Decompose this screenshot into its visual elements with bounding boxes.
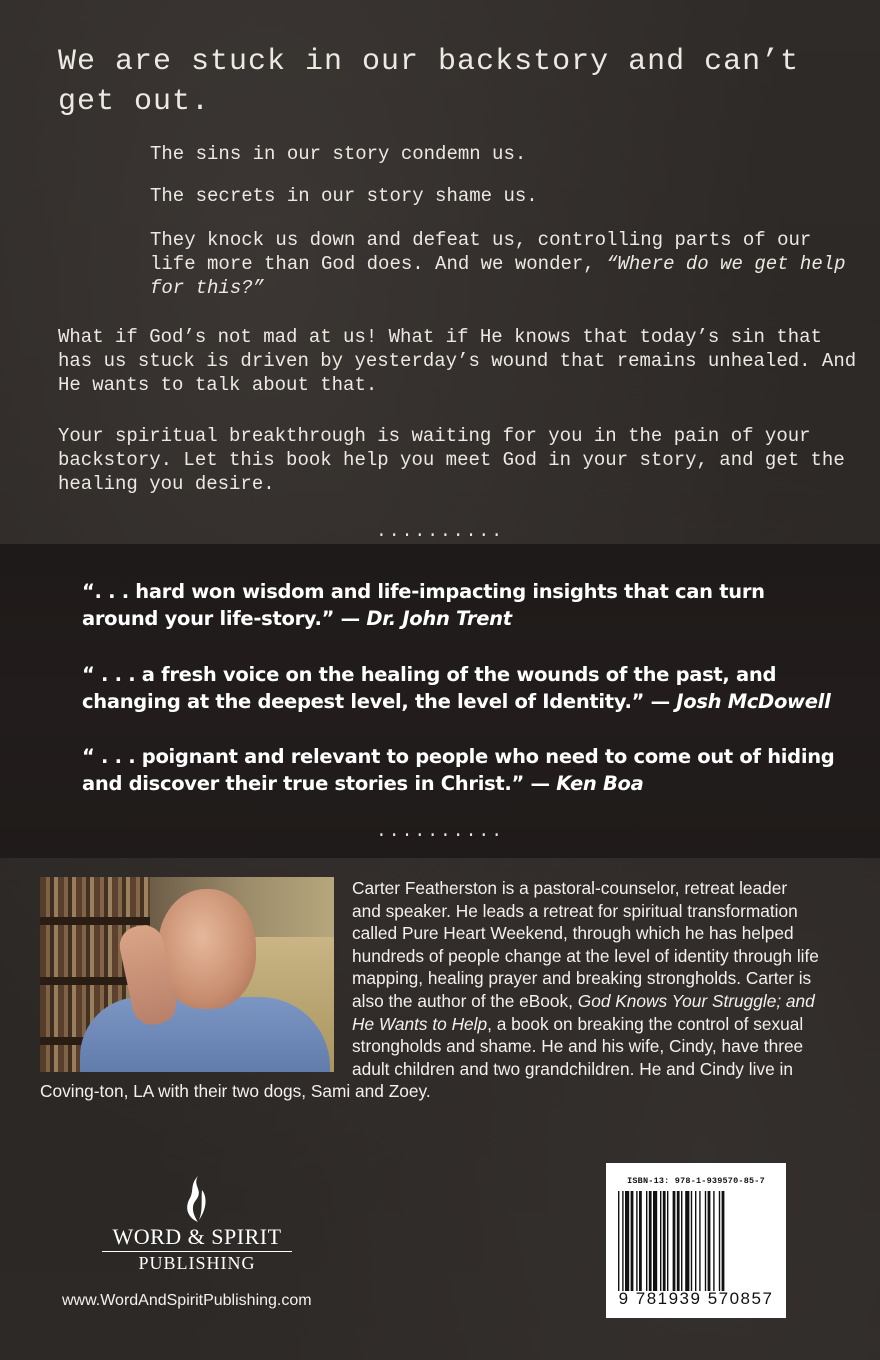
flame-icon bbox=[184, 1176, 210, 1224]
publisher-name: WORD & SPIRIT bbox=[112, 1224, 282, 1249]
endorsement-author: Dr. John Trent bbox=[366, 607, 512, 630]
body-paragraph-god: What if God’s not mad at us! What if He knows that today’s sin that has us stuck is driven by yesterday’s wound that remains unhealed. And He wants to talk about that. bbox=[58, 326, 857, 396]
barcode-stripe bbox=[708, 1191, 711, 1291]
barcode-stripe bbox=[719, 1191, 720, 1291]
barcode-stripe bbox=[695, 1191, 696, 1291]
divider-top: .......... bbox=[375, 522, 505, 542]
barcode-stripe bbox=[691, 1191, 692, 1291]
bio-text-2: , a book on breaking the control of sexual strongholds and shame. He and his wife, Cindy, have three adult children and two grandchildren. He and Cindy live in Coving-ton, LA with their two dogs, Sami and Zoey. bbox=[40, 1013, 804, 1102]
divider-bottom: .......... bbox=[375, 822, 505, 842]
endorsement-author: Josh McDowell bbox=[676, 690, 831, 713]
bio-photo-spacer bbox=[40, 877, 352, 1077]
barcode-stripe bbox=[636, 1191, 637, 1291]
barcode-stripe bbox=[625, 1191, 629, 1291]
barcode-stripe bbox=[722, 1191, 725, 1291]
bio-text-1: Carter Featherston is a pastoral-counselor, retreat leader and speaker. He leads a retreat for spiritual transformation called Pure Heart Weekend, through which he has helped hundreds of people change at the level of identity through life mapping, healing prayer and breaking strongholds. Carter is also the author of the eBook, bbox=[352, 878, 819, 1011]
barcode-number: 9 781939 570857 bbox=[618, 1289, 774, 1308]
publisher-sub: PUBLISHING bbox=[138, 1253, 256, 1273]
barcode-stripe bbox=[639, 1191, 642, 1291]
endorsement-author: Ken Boa bbox=[556, 772, 644, 795]
intro-block bbox=[150, 142, 860, 166]
isbn-label: ISBN-13: 978-1-939570-85-7 bbox=[627, 1176, 765, 1186]
barcode-stripe bbox=[699, 1191, 700, 1291]
barcode-stripe bbox=[618, 1191, 619, 1291]
intro-secrets: The secrets in our story shame us. bbox=[150, 185, 538, 207]
intro-question: “Where do we get help for this?” bbox=[150, 253, 846, 299]
endorsement-boa bbox=[82, 743, 842, 797]
author-bio bbox=[40, 877, 820, 1103]
barcode-stripe bbox=[622, 1191, 623, 1291]
intro-block-3 bbox=[150, 228, 860, 300]
barcode-stripe bbox=[663, 1191, 666, 1291]
endorsement-text: “ . . . poignant and relevant to people who need to come out of hiding and discover their true stories in Christ.” — bbox=[82, 745, 835, 795]
barcode-icon bbox=[618, 1191, 778, 1291]
publisher-rule bbox=[102, 1251, 292, 1252]
publisher-logo bbox=[102, 1176, 292, 1276]
barcode-stripe bbox=[713, 1191, 714, 1291]
intro-block-2 bbox=[150, 184, 860, 208]
endorsement-mcdowell bbox=[82, 661, 842, 715]
body-paragraph-breakthrough: Your spiritual breakthrough is waiting for you in the pain of your backstory. Let this book help you meet God in your story, and get the healing you desire. bbox=[58, 425, 845, 495]
barcode-stripe bbox=[653, 1191, 657, 1291]
barcode-stripe bbox=[649, 1191, 652, 1291]
endorsement-trent bbox=[82, 578, 842, 632]
barcode-stripe bbox=[667, 1191, 668, 1291]
endorsement-text: “. . . hard won wisdom and life-impacting insights that can turn around your life-story.” — bbox=[82, 580, 765, 630]
headline: We are stuck in our backstory and can’t get out. bbox=[58, 45, 800, 119]
bio-book-title: God Knows Your Struggle bbox=[577, 990, 777, 1011]
publisher-url: www.WordAndSpiritPublishing.com bbox=[62, 1292, 312, 1309]
intro-defeat-text: They knock us down and defeat us, controlling parts of our life more than God does. And we wonder, bbox=[150, 229, 812, 275]
barcode-stripe bbox=[681, 1191, 682, 1291]
endorsement-text: “ . . . a fresh voice on the healing of the wounds of the past, and changing at the deepest level, the level of Identity.” — bbox=[82, 663, 777, 713]
intro-sins: The sins in our story condemn us. bbox=[150, 143, 527, 165]
barcode-stripe bbox=[646, 1191, 647, 1291]
barcode-stripe bbox=[660, 1191, 661, 1291]
intro-defeat bbox=[150, 228, 860, 300]
barcode-stripe bbox=[685, 1191, 689, 1291]
isbn-barcode bbox=[606, 1163, 786, 1318]
bio-book-subtitle: ; and He Wants to Help bbox=[352, 990, 815, 1034]
barcode-stripe bbox=[631, 1191, 634, 1291]
barcode-stripe bbox=[673, 1191, 676, 1291]
barcode-stripe bbox=[677, 1191, 680, 1291]
barcode-stripe bbox=[705, 1191, 706, 1291]
